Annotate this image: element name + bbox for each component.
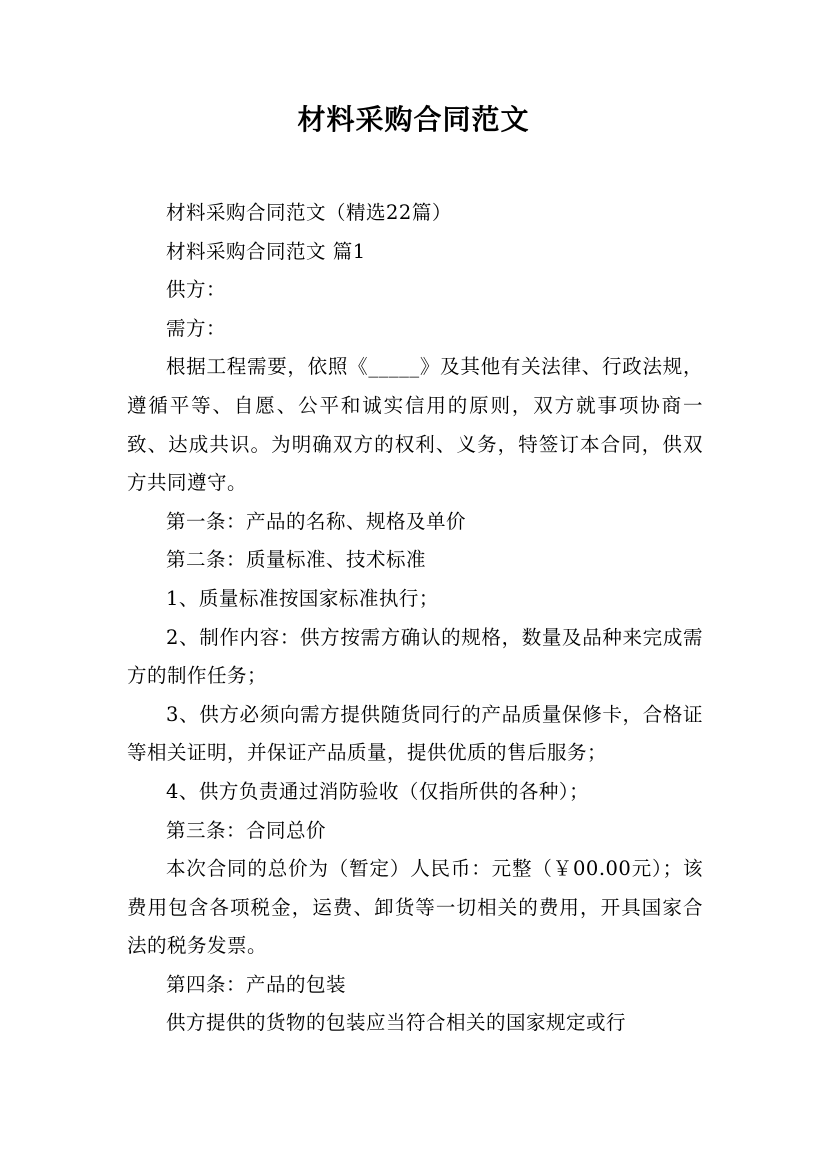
paragraph-article-heading: 材料采购合同范文 篇1 <box>166 239 366 263</box>
paragraph-preamble: 根据工程需要，依照《_____》及其他有关法律、行政法规，遵循平等、自愿、公平和诚实信用的原则，双方就事项协商一致、达成共识。为明确双方的权利、义务，特签订本合同，供双方共同遵守。 <box>127 355 703 495</box>
document-title: 材料采购合同范文 <box>297 103 530 136</box>
paragraph-clause-1: 第一条：产品的名称、规格及单价 <box>166 509 467 533</box>
paragraph-item-3: 3、供方必须向需方提供随货同行的产品质量保修卡，合格证等相关证明，并保证产品质量，提供优质的售后服务； <box>127 702 703 765</box>
paragraph-collection-heading: 材料采购合同范文（精选22篇） <box>166 201 452 224</box>
paragraph-clause-3: 第三条：合同总价 <box>166 818 327 842</box>
paragraph-buyer: 需方： <box>166 316 227 340</box>
paragraph-total-price: 本次合同的总价为（暂定）人民币：元整（￥00.00元）；该费用包含各项税金，运费、卸货等一切相关的费用，开具国家合法的税务发票。 <box>127 857 703 958</box>
paragraph-supplier: 供方： <box>166 278 227 302</box>
paragraph-item-2: 2、制作内容：供方按需方确认的规格，数量及品种来完成需方的制作任务； <box>127 625 703 688</box>
paragraph-clause-4: 第四条：产品的包装 <box>166 972 347 996</box>
paragraph-item-1: 1、质量标准按国家标准执行； <box>166 586 439 610</box>
paragraph-packaging: 供方提供的货物的包装应当符合相关的国家规定或行 <box>166 1011 627 1035</box>
document-body <box>127 194 703 1043</box>
paragraph-item-4: 4、供方负责通过消防验收（仅指所供的各种）； <box>166 779 590 803</box>
paragraph-clause-2: 第二条：质量标准、技术标准 <box>166 548 427 572</box>
